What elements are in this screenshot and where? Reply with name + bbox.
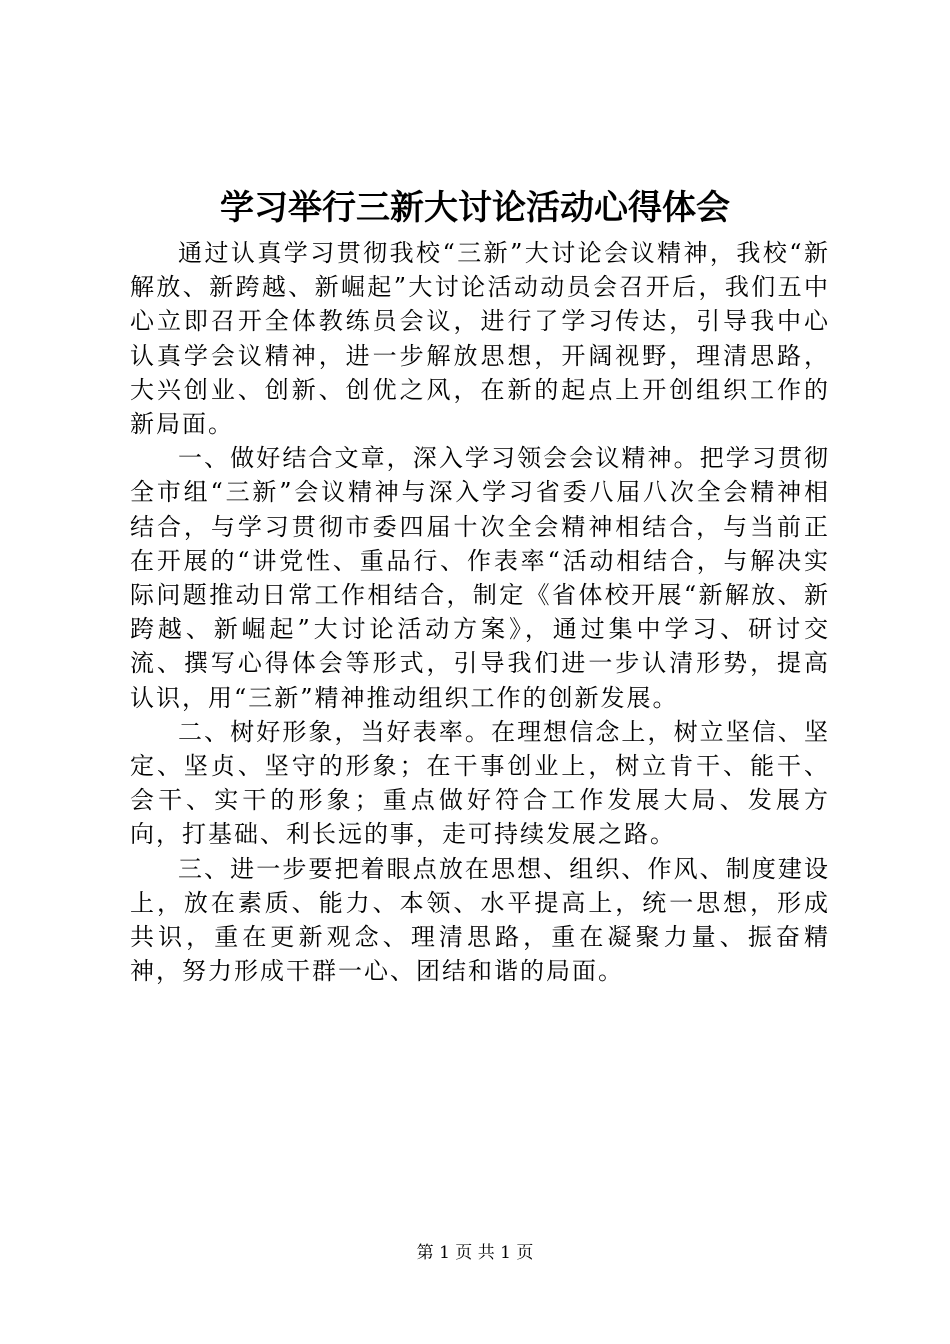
paragraph-point-one: 一、做好结合文章，深入学习领会会议精神。把学习贯彻全市组“三新”会议精神与深入学习省委八届八次全会精神相结合，与学习贯彻市委四届十次全会精神相结合，与当前正在开展的“讲党性、重品行、作表率“活动相结合，与解决实际问题推动日常工作相结合，制定《省体校开展“新解放、新跨越、新崛起”大讨论活动方案》，通过集中学习、研讨交流、撰写心得体会等形式，引导我们进一步认清形势，提高认识，用“三新”精神推动组织工作的创新发展。 xyxy=(130,444,830,712)
paragraph-intro: 通过认真学习贯彻我校“三新”大讨论会议精神，我校“新解放、新跨越、新崛起”大讨论活动动员会召开后，我们五中心立即召开全体教练员会议，进行了学习传达，引导我中心认真学会议精神，进一步解放思想，开阔视野，理清思路，大兴创业、创新、创优之风，在新的起点上开创组织工作的新局面。 xyxy=(130,239,830,439)
paragraph-point-two: 二、树好形象，当好表率。在理想信念上，树立坚信、坚定、坚贞、坚守的形象；在干事创业上，树立肯干、能干、会干、实干的形象；重点做好符合工作发展大局、发展方向，打基础、利长远的事，走可持续发展之路。 xyxy=(130,717,830,849)
paragraph-point-three: 三、进一步要把着眼点放在思想、组织、作风、制度建设上，放在素质、能力、本领、水平提高上，统一思想，形成共识，重在更新观念、理清思路，重在凝聚力量、振奋精神，努力形成干群一心、团结和谐的局面。 xyxy=(130,854,830,986)
document-body xyxy=(130,236,830,988)
document-title: 学习举行三新大讨论活动心得体会 xyxy=(220,188,730,228)
page-number-footer: 第 1 页 共 1 页 xyxy=(416,1243,534,1263)
